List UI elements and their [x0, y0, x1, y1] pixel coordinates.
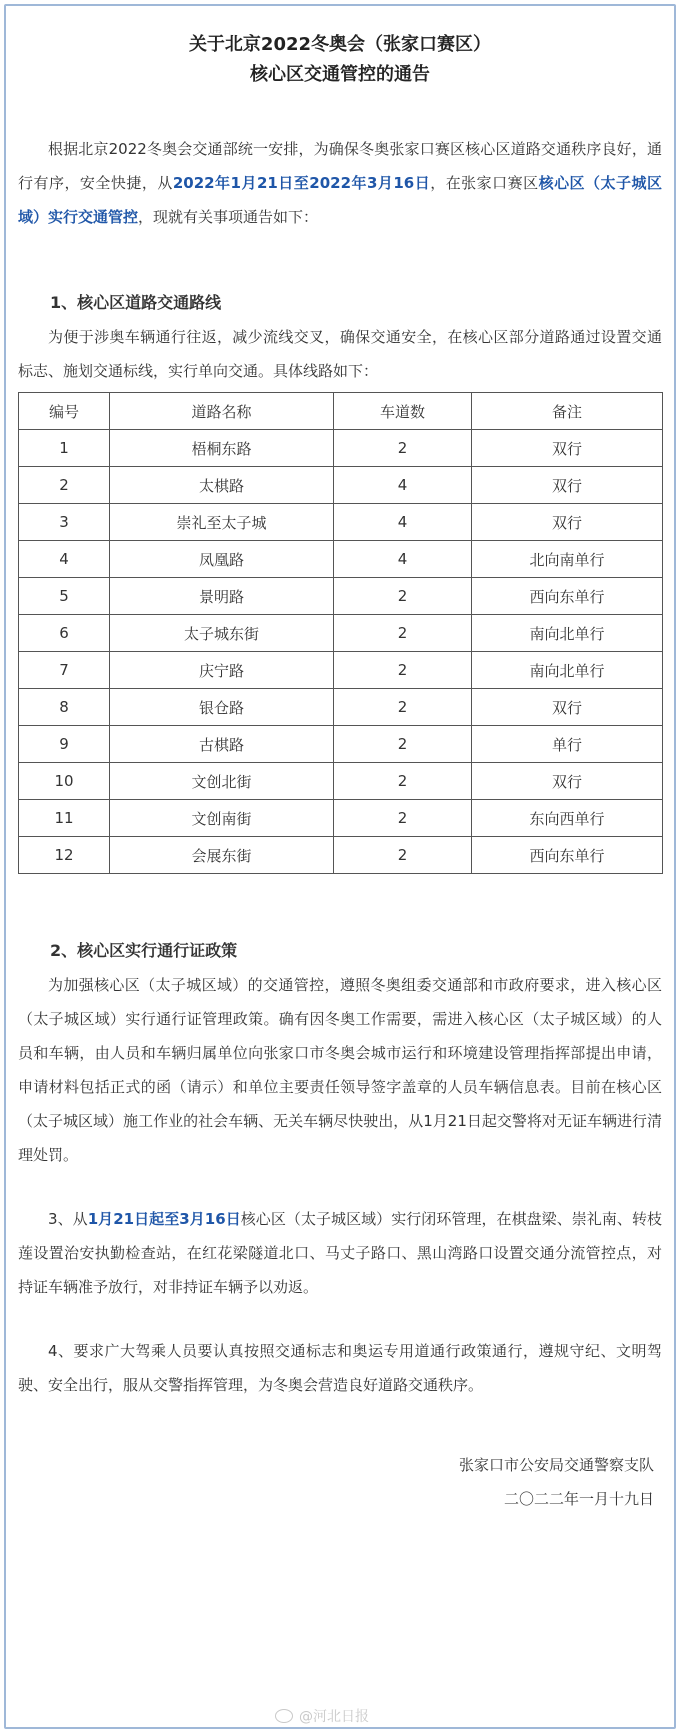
cell-note: 双行 — [472, 467, 663, 504]
table-row — [19, 615, 663, 652]
cell-road: 银仓路 — [110, 689, 334, 726]
table-row — [19, 467, 663, 504]
cell-lanes: 4 — [334, 467, 472, 504]
table-row — [19, 541, 663, 578]
table-row — [19, 578, 663, 615]
intro-zone: 核心区（太子城区域）实行交通管控 — [18, 174, 662, 226]
table-row — [19, 689, 663, 726]
table-row — [19, 800, 663, 837]
table-row — [19, 504, 663, 541]
table-row — [19, 726, 663, 763]
cell-note: 西向东单行 — [472, 837, 663, 874]
cell-road: 文创南街 — [110, 800, 334, 837]
intro-text-1: 根据北京2022冬奥会交通部统一安排，为确保冬奥张家口赛区核心区道路交通秩序良好，通行有序，安全快捷，从 — [18, 140, 662, 192]
cell-lanes: 2 — [334, 578, 472, 615]
cell-number: 5 — [19, 578, 110, 615]
cell-number: 10 — [19, 763, 110, 800]
cell-note: 双行 — [472, 430, 663, 467]
cell-lanes: 2 — [334, 726, 472, 763]
cell-lanes: 2 — [334, 430, 472, 467]
table-row — [19, 430, 663, 467]
section1-text: 为便于涉奥车辆通行往返，减少流线交叉，确保交通安全，在核心区部分道路通过设置交通标志、施划交通标线，实行单向交通。具体线路如下： — [18, 328, 662, 380]
cell-lanes: 2 — [334, 615, 472, 652]
cell-road: 景明路 — [110, 578, 334, 615]
intro-text-2: ，在张家口赛区 — [430, 174, 539, 192]
cell-number: 8 — [19, 689, 110, 726]
section2-heading: 2、核心区实行通行证政策 — [50, 941, 238, 960]
signature-date: 二〇二二年一月十九日 — [503, 1490, 654, 1508]
table-row — [19, 837, 663, 874]
signature-org: 张家口市公安局交通警察支队 — [458, 1456, 654, 1474]
col-header-road: 道路名称 — [110, 393, 334, 430]
cell-road: 太子城东街 — [110, 615, 334, 652]
cell-note: 双行 — [472, 763, 663, 800]
cell-lanes: 4 — [334, 504, 472, 541]
table-header-row — [19, 393, 663, 430]
cell-note: 双行 — [472, 504, 663, 541]
cell-note: 双行 — [472, 689, 663, 726]
cell-road: 古棋路 — [110, 726, 334, 763]
cell-note: 西向东单行 — [472, 578, 663, 615]
cell-road: 庆宁路 — [110, 652, 334, 689]
cell-number: 3 — [19, 504, 110, 541]
road-table — [18, 392, 663, 874]
cell-lanes: 2 — [334, 689, 472, 726]
cell-note: 东向西单行 — [472, 800, 663, 837]
col-header-note: 备注 — [472, 393, 663, 430]
watermark-text: @河北日报 — [299, 1709, 369, 1725]
cell-note: 单行 — [472, 726, 663, 763]
cell-number: 9 — [19, 726, 110, 763]
section4-text: 4、要求广大驾乘人员要认真按照交通标志和奥运专用道通行政策通行，遵规守纪、文明驾驶、安全出行，服从交警指挥管理，为冬奥会营造良好道路交通秩序。 — [18, 1342, 662, 1394]
cell-road: 梧桐东路 — [110, 430, 334, 467]
cell-lanes: 2 — [334, 800, 472, 837]
cell-lanes: 2 — [334, 652, 472, 689]
cell-number: 4 — [19, 541, 110, 578]
title-line-2: 核心区交通管控的通告 — [250, 64, 430, 85]
cell-note: 南向北单行 — [472, 652, 663, 689]
intro-paragraph — [18, 132, 662, 234]
section3-prefix: 3、从 — [48, 1210, 88, 1228]
cell-number: 11 — [19, 800, 110, 837]
section3-text — [18, 1202, 662, 1304]
watermark — [275, 1706, 369, 1726]
cell-number: 7 — [19, 652, 110, 689]
cell-lanes: 2 — [334, 763, 472, 800]
cell-note: 南向北单行 — [472, 615, 663, 652]
section3-body: 核心区（太子城区域）实行闭环管理，在棋盘梁、崇礼南、转枝莲设置治安执勤检查站，在红花梁隧道北口、马丈子路口、黑山湾路口设置交通分流管控点，对持证车辆准予放行，对非持证车辆予以劝返。 — [18, 1210, 662, 1296]
section1-heading: 1、核心区道路交通路线 — [50, 293, 222, 312]
cell-road: 凤凰路 — [110, 541, 334, 578]
table-row — [19, 652, 663, 689]
cell-road: 崇礼至太子城 — [110, 504, 334, 541]
col-header-lanes: 车道数 — [334, 393, 472, 430]
section2-text: 为加强核心区（太子城区域）的交通管控，遵照冬奥组委交通部和市政府要求，进入核心区（太子城区域）实行通行证管理政策。确有因冬奥工作需要，需进入核心区（太子城区域）的人员和车辆，由人员和车辆归属单位向张家口市冬奥会城市运行和环境建设管理指挥部提出申请，申请材料包括正式的函（请示）和单位主要责任领导签字盖章的人员车辆信息表。目前在核心区（太子城区域）施工作业的社会车辆、无关车辆尽快驶出，从1月21日起交警将对无证车辆进行清理处罚。 — [18, 976, 662, 1164]
intro-text-3: ，现就有关事项通告如下： — [138, 208, 319, 226]
section3-dates: 1月21日起至3月16日 — [87, 1210, 241, 1228]
page-title — [18, 30, 662, 90]
cell-note: 北向南单行 — [472, 541, 663, 578]
cell-lanes: 4 — [334, 541, 472, 578]
weibo-icon — [275, 1709, 293, 1723]
cell-number: 2 — [19, 467, 110, 504]
intro-date-range: 2022年1月21日至2022年3月16日 — [172, 174, 431, 192]
title-line-1: 关于北京2022冬奥会（张家口赛区） — [188, 34, 492, 55]
cell-number: 6 — [19, 615, 110, 652]
cell-number: 12 — [19, 837, 110, 874]
cell-lanes: 2 — [334, 837, 472, 874]
cell-road: 会展东街 — [110, 837, 334, 874]
col-header-number: 编号 — [19, 393, 110, 430]
cell-road: 太棋路 — [110, 467, 334, 504]
cell-road: 文创北街 — [110, 763, 334, 800]
cell-number: 1 — [19, 430, 110, 467]
table-row — [19, 763, 663, 800]
